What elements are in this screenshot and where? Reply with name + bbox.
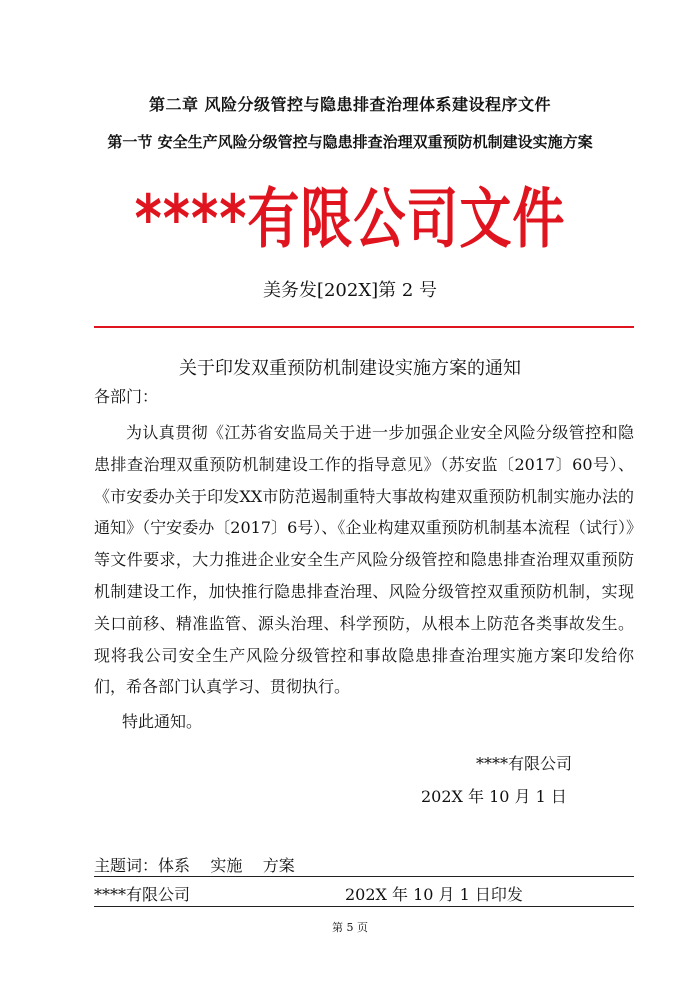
- document-number: 美务发[202X]第 2 号: [262, 280, 438, 301]
- red-divider: [94, 326, 634, 328]
- red-document-header: ****有限公司文件: [134, 182, 566, 258]
- section-title: 第一节 安全生产风险分级管控与隐患排查治理双重预防机制建设实施方案: [107, 133, 593, 151]
- salutation: 各部门：: [94, 387, 159, 406]
- signature-date: 202X 年 10 月 1 日: [421, 787, 567, 806]
- closing-text: 特此通知。: [122, 712, 203, 731]
- footer-bottom-rule: [94, 906, 634, 907]
- page-number: 第 5 页: [332, 921, 368, 934]
- footer-top-rule: [94, 876, 634, 877]
- notice-title: 关于印发双重预防机制建设实施方案的通知: [179, 358, 521, 379]
- chapter-title: 第二章 风险分级管控与隐患排查治理体系建设程序文件: [148, 95, 552, 114]
- footer-issue-date: 202X 年 10 月 1 日印发: [345, 885, 523, 904]
- body-paragraph: 为认真贯彻《江苏省安监局关于进一步加强企业安全风险分级管控和隐患排查治理双重预防机制建设工作的指导意见》（苏安监〔2017〕60号）、《市安委办关于印发XX市防范遏制重特大事故构建双重预防机制实施办法的通知》（宁安委办〔2017〕6号）、《企业构建双重预防机制基本流程（试行）》等文件要求，大力推进企业安全生产风险分级管控和隐患排查治理双重预防机制建设工作，加快推行隐患排查治理、风险分级管控双重预防机制，实现关口前移、精准监管、源头治理、科学预防，从根本上防范各类事故发生。现将我公司安全生产风险分级管控和事故隐患排查治理实施方案印发给你们，希各部门认真学习、贯彻执行。: [94, 423, 634, 697]
- footer-company: ****有限公司: [94, 885, 191, 904]
- signature-company: ****有限公司: [476, 754, 573, 773]
- subject-keywords: 主题词：体系 实施 方案: [94, 856, 295, 875]
